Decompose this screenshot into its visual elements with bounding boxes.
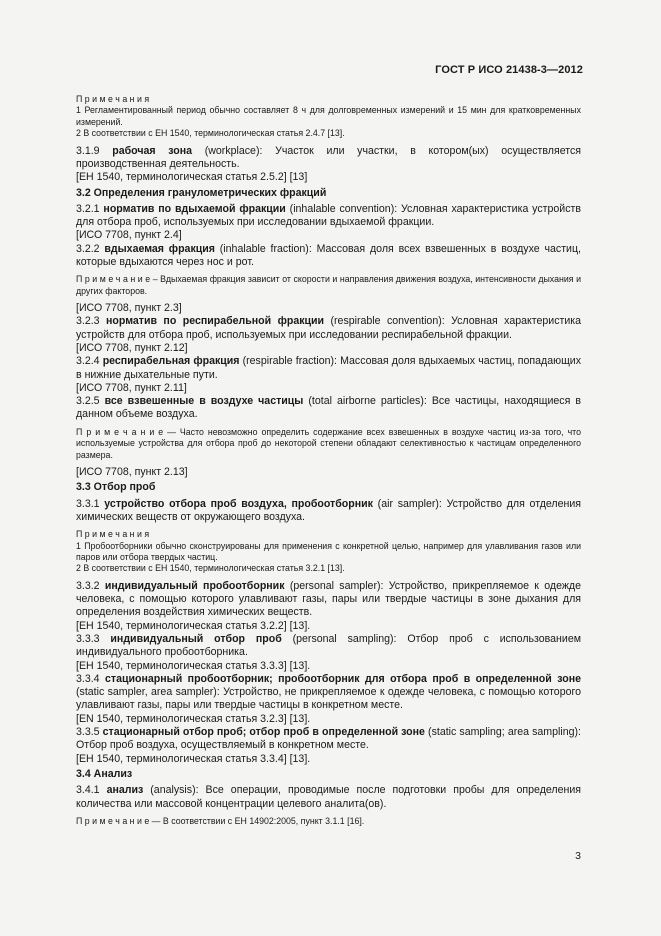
term-description: (inhalable fraction): Массовая доля всех взвешенных в воздухе частиц, которые вдыхаются через нос и рот.	[76, 242, 581, 268]
note-text: — В соответствии с ЕН 14902:2005, пункт 3.1.1 [16].	[149, 815, 365, 826]
source-reference: [ИСО 7708, пункт 2.3]	[76, 302, 182, 315]
note-item: 1 Пробоотборники обычно сконструированы для применения с конкретной целью, например для улавливания газов или паров или отбора твердых частиц.	[76, 540, 581, 562]
term-description: (air sampler): Устройство для отделения химических веществ от окружающего воздуха.	[76, 497, 581, 523]
term-description: (personal sampling): Отбор проб с использованием индивидуального пробоотборника.	[76, 633, 581, 659]
term-description: (static sampling; area sampling): Отбор проб воздуха, осуществляемый в конкретном месте.	[76, 726, 581, 752]
term-name: рабочая зона	[112, 144, 193, 157]
document-body	[76, 94, 581, 827]
term-definition	[76, 145, 581, 172]
note-lead: П р и м е ч а н и е	[76, 815, 150, 826]
term-definition	[76, 673, 581, 713]
term-name: стационарный отбор проб; отбор проб в определенной зоне	[102, 726, 425, 739]
source-reference: [ЕН 1540, терминологическая статья 3.3.4] [13].	[76, 752, 311, 765]
note-heading: П р и м е ч а н и я	[76, 529, 150, 540]
term-definition	[76, 498, 581, 525]
term-definition	[76, 395, 581, 422]
source-reference: [ИСО 7708, пункт 2.13]	[76, 466, 188, 478]
term-name: все взвешенные в воздухе частицы	[104, 395, 304, 408]
note-paragraph	[76, 427, 581, 461]
term-description: (respirable fraction): Массовая доля вдыхаемых частиц, попадающих в нижние дыхательные пути.	[76, 355, 582, 381]
note-item: 2 В соответствии с ЕН 1540, терминологическая статья 2.4.7 [13].	[76, 128, 345, 139]
term-name: стационарный пробоотборник; пробоотборник для отбора проб в определенной зоне	[105, 672, 581, 685]
term-number: 3.2.1	[76, 202, 100, 215]
term-name: норматив по респирабельной фракции	[106, 315, 325, 328]
document-header: ГОСТ Р ИСО 21438-3—2012	[435, 64, 583, 76]
term-definition	[76, 243, 581, 270]
term-number: 3.3.1	[76, 497, 100, 510]
source-reference: [ЕН 1540, терминологическая статья 3.3.3] [13].	[76, 659, 311, 672]
page-number: 3	[575, 850, 581, 862]
section-heading: 3.3 Отбор проб	[76, 481, 156, 494]
note-text: — Часто невозможно определить содержание всех взвешенных в воздухе частиц из-за того, что используемые устройства для отбора проб до некоторой степени обладают селективностью к частицам определенного размера.	[76, 426, 581, 460]
term-number: 3.3.4	[76, 672, 100, 685]
term-name: индивидуальный отбор проб	[110, 633, 282, 645]
term-definition	[76, 726, 581, 753]
term-description: (workplace): Участок или участки, в котором(ых) осуществляется производственная деятельность.	[76, 144, 582, 170]
term-name: индивидуальный пробоотборник	[104, 579, 285, 592]
note-lead: П р и м е ч а н и е	[76, 426, 164, 437]
term-name: вдыхаемая фракция	[104, 242, 215, 255]
section-heading: 3.4 Анализ	[76, 767, 133, 780]
term-definition	[76, 355, 581, 382]
term-definition	[76, 315, 581, 342]
note-paragraph	[76, 816, 581, 827]
note-item: 2 В соответствии с ЕН 1540, терминологическая статья 3.2.1 [13].	[76, 563, 345, 574]
term-number: 3.4.1	[76, 784, 100, 797]
term-description: (inhalable convention): Условная характеристика устройств для отбора проб, используемых при исследовании вдыхаемой фракции.	[76, 202, 581, 229]
term-description: (personal sampler): Устройство, прикрепляемое к одежде человека, с помощью которого улавливают газы, пары или твердые частицы в зоне дыхания для определения воздействия химических веществ.	[76, 579, 582, 619]
source-reference: [ИСО 7708, пункт 2.4]	[76, 229, 182, 242]
source-reference: [ИСО 7708, пункт 2.12]	[76, 342, 188, 354]
term-number: 3.3.2	[76, 579, 100, 592]
source-reference: [ЕН 1540, терминологическая статья 2.5.2] [13]	[76, 171, 308, 184]
term-definition	[76, 633, 581, 660]
source-reference: [ИСО 7708, пункт 2.11]	[76, 381, 187, 394]
term-number: 3.3.3	[76, 633, 100, 645]
term-number: 3.2.4	[76, 355, 100, 368]
note-item: 1 Регламентированный период обычно составляет 8 ч для долговременных измерений и 15 мин для кратковременных измерений.	[76, 105, 581, 127]
term-number: 3.2.5	[76, 395, 100, 408]
term-number: 3.2.3	[76, 315, 100, 328]
term-name: норматив по вдыхаемой фракции	[103, 202, 286, 215]
note-text: – Вдыхаемая фракция зависит от скорости и направления движения воздуха, интенсивности дыхания и других факторов.	[76, 274, 581, 296]
term-description: (analysis): Все операции, проводимые после подготовки пробы для определения количества или массовой концентрации целевого аналита(ов).	[76, 784, 581, 810]
term-number: 3.1.9	[76, 144, 100, 157]
term-description: (total airborne particles): Все частицы, находящиеся в данном объеме воздуха.	[76, 395, 581, 421]
term-description: (static sampler, area sampler): Устройство, не прикрепляемое к одежде человека, с помощью которого улавливают газы, пары или твердые частицы в конкретном месте.	[76, 686, 581, 712]
source-reference: [ЕН 1540, терминологическая статья 3.2.2] [13].	[76, 619, 311, 632]
term-name: устройство отбора проб воздуха, пробоотборник	[104, 497, 373, 510]
note-paragraph	[76, 274, 581, 297]
term-definition	[76, 784, 581, 811]
section-heading: 3.2 Определения гранулометрических фракций	[76, 186, 327, 199]
term-number: 3.3.5	[76, 726, 100, 739]
note-lead: П р и м е ч а н и е	[76, 274, 151, 285]
term-name: респирабельная фракция	[102, 355, 240, 368]
term-name: анализ	[106, 784, 144, 797]
term-definition	[76, 203, 581, 230]
term-description: (respirable convention): Условная характеристика устройств для отбора проб, используемых при исследовании респирабельной фракции.	[76, 315, 582, 341]
term-number: 3.2.2	[76, 242, 100, 255]
source-reference: [ЕN 1540, терминологическая статья 3.2.3] [13].	[76, 712, 311, 725]
term-definition	[76, 580, 581, 620]
note-heading: П р и м е ч а н и я	[76, 94, 150, 104]
